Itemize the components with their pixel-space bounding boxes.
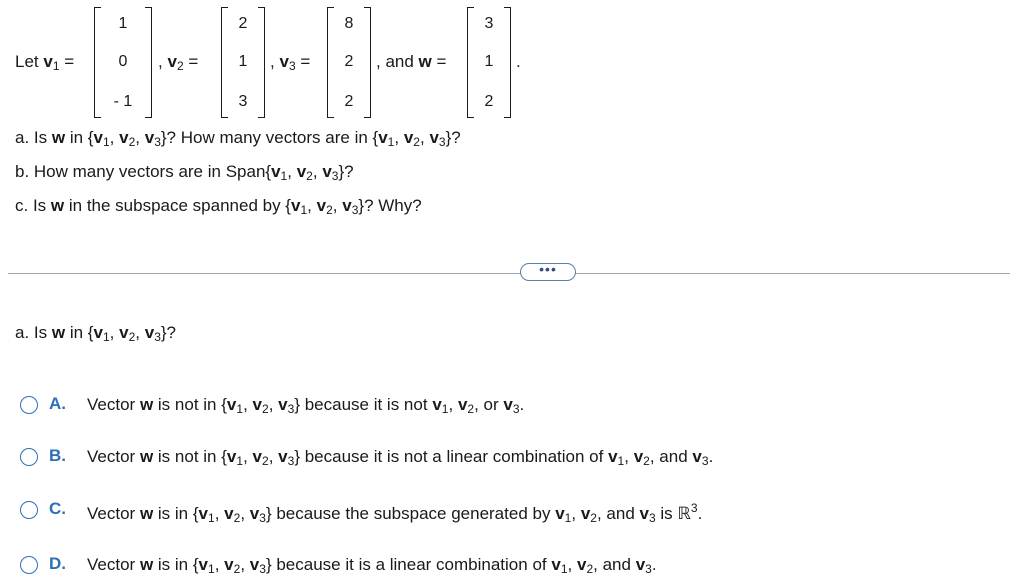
v1-subscript: 1 <box>208 511 215 525</box>
v1-symbol: v <box>608 447 618 466</box>
matrix-v2 <box>221 7 265 118</box>
v1-symbol: v <box>93 323 103 342</box>
v3-equals: = <box>300 52 311 71</box>
v1-subscript: 1 <box>280 169 288 183</box>
opt-text: } because it is not a linear combination of <box>294 447 604 466</box>
option-d-radio[interactable] <box>20 556 38 574</box>
v2-subscript: 2 <box>128 135 136 149</box>
comma: , <box>240 504 246 523</box>
v1-subscript: 1 <box>387 135 395 149</box>
q-text: }? How many vectors are in { <box>160 128 379 147</box>
comma: , <box>332 196 338 215</box>
v3-symbol: v <box>249 504 260 523</box>
q-text: a. Is <box>15 323 48 342</box>
v2-symbol: v <box>633 447 644 466</box>
v3-symbol: v <box>144 128 155 147</box>
v3-symbol: v <box>342 196 352 215</box>
q-text: }? <box>338 162 354 181</box>
comma: , <box>394 128 400 147</box>
v2-subscript: 2 <box>262 454 269 468</box>
option-a-text[interactable] <box>87 394 524 416</box>
opt-text: is <box>660 504 673 523</box>
v1-symbol: v <box>551 555 561 574</box>
option-b-text[interactable] <box>87 446 713 468</box>
matrix-cell: 1 <box>238 53 248 70</box>
q-text: in the subspace spanned by { <box>68 196 291 215</box>
v3-subscript: 3 <box>645 562 652 576</box>
v3-subscript: 3 <box>287 402 295 416</box>
v2-symbol: v <box>167 52 177 71</box>
comma: , <box>287 162 292 181</box>
v1-subscript: 1 <box>441 402 449 416</box>
v1-subscript: 1 <box>617 454 625 468</box>
w-symbol: w <box>51 128 66 147</box>
v3-subscript: 3 <box>154 330 161 344</box>
v2-symbol: v <box>119 128 129 147</box>
option-b-radio[interactable] <box>20 448 38 466</box>
v3-symbol: v <box>278 447 288 466</box>
v1-subscript: 1 <box>236 454 244 468</box>
v3-subscript: 3 <box>351 203 359 217</box>
v1-symbol: v <box>291 196 301 215</box>
w-symbol: w <box>50 196 65 215</box>
matrix-cell: - 1 <box>113 93 133 110</box>
comma: , <box>307 196 312 215</box>
v2-subscript: 2 <box>233 511 241 525</box>
comma: , <box>243 395 248 414</box>
period: . <box>708 447 714 466</box>
comma: , <box>109 128 115 147</box>
v3-symbol: v <box>322 162 332 181</box>
v3-symbol: v <box>429 128 439 147</box>
opt-text: } because the subspace generated by <box>265 504 551 523</box>
comma: , <box>243 447 248 466</box>
comma: , <box>214 504 220 523</box>
v2-subscript: 2 <box>413 135 420 149</box>
w-symbol: w <box>51 323 66 342</box>
comma: , <box>448 395 454 414</box>
comma: , <box>135 128 140 147</box>
opt-text: Vector <box>87 504 136 523</box>
opt-text: is not in { <box>157 395 227 414</box>
option-c-text[interactable] <box>87 503 702 525</box>
ellipsis-icon: ••• <box>539 261 557 277</box>
v2-symbol: v <box>252 395 262 414</box>
q-text: b. How many vectors are in Span{ <box>15 162 272 181</box>
v2-subscript: 2 <box>643 454 650 468</box>
comma: , <box>268 447 274 466</box>
subquestion-a <box>15 322 176 344</box>
option-c-letter: C. <box>49 499 66 518</box>
v3-symbol: v <box>635 555 646 574</box>
comma: , <box>571 504 577 523</box>
comma: , <box>624 447 629 466</box>
q-text: in { <box>69 128 94 147</box>
v1-subscript: 1 <box>300 203 308 217</box>
v1-subscript: 1 <box>102 330 110 344</box>
v3-subscript: 3 <box>259 562 266 576</box>
v1-symbol: v <box>198 504 209 523</box>
v2-subscript: 2 <box>306 169 313 183</box>
v2-symbol: v <box>457 395 468 414</box>
option-c-radio[interactable] <box>20 501 38 519</box>
v2-subscript: 2 <box>326 203 333 217</box>
v2-symbol: v <box>119 323 129 342</box>
q-text: }? <box>160 323 177 342</box>
section-divider <box>8 273 1010 274</box>
matrix-w <box>467 7 511 118</box>
option-b-letter: B. <box>49 446 66 465</box>
opt-text: Vector <box>87 447 136 466</box>
comma: , <box>135 323 140 342</box>
opt-text: is in { <box>157 504 199 523</box>
matrix-cell: 3 <box>238 93 248 110</box>
option-a-letter: A. <box>49 394 66 413</box>
w-symbol: w <box>139 447 154 466</box>
q-text: a. Is <box>15 128 48 147</box>
comma: , <box>268 395 274 414</box>
vector-definitions-label <box>15 52 74 72</box>
opt-text: Vector <box>87 395 136 414</box>
v3-subscript: 3 <box>259 511 266 525</box>
v2-symbol: v <box>224 555 234 574</box>
v1-subscript: 1 <box>564 511 572 525</box>
opt-text: , and <box>596 504 635 523</box>
v3-symbol: v <box>144 323 155 342</box>
option-a-radio[interactable] <box>20 396 38 414</box>
period: . <box>519 395 525 414</box>
opt-text: is not in { <box>157 447 227 466</box>
w-symbol: w <box>139 555 154 574</box>
matrix-cell: 1 <box>118 15 128 32</box>
v2-subscript: 2 <box>590 511 597 525</box>
option-d-letter: D. <box>49 554 66 573</box>
v1-subscript: 1 <box>208 562 215 576</box>
v1-symbol: v <box>226 447 237 466</box>
v1-symbol: v <box>93 128 103 147</box>
v3-symbol: v <box>503 395 513 414</box>
opt-text: Vector <box>87 555 136 574</box>
matrix-v1 <box>94 7 152 118</box>
matrix-cell: 2 <box>484 93 494 110</box>
v2-symbol: v <box>580 504 591 523</box>
v2-subscript: 2 <box>467 402 475 416</box>
v2-subscript: 2 <box>262 402 269 416</box>
dimension-exponent: 3 <box>690 501 698 515</box>
header-period: . <box>516 52 521 71</box>
opt-text: is in { <box>157 555 199 574</box>
question-b <box>15 161 354 183</box>
w-label <box>376 52 446 72</box>
v2-symbol: v <box>403 128 414 147</box>
v3-symbol: v <box>278 395 288 414</box>
matrix-cell: 3 <box>484 15 494 32</box>
let-text: Let <box>15 52 39 71</box>
v1-symbol: v <box>43 52 53 71</box>
v1-subscript: 1 <box>102 135 110 149</box>
comma: , <box>270 52 275 71</box>
matrix-cell: 1 <box>484 53 494 70</box>
matrix-cell: 2 <box>238 15 248 32</box>
v3-symbol: v <box>692 447 702 466</box>
v3-label <box>270 52 310 72</box>
q-text: c. Is <box>15 196 47 215</box>
option-d-text[interactable] <box>87 554 657 576</box>
w-symbol: w <box>139 504 154 523</box>
comma: , <box>109 323 115 342</box>
v2-symbol: v <box>316 196 327 215</box>
v3-subscript: 3 <box>154 135 161 149</box>
v1-subscript: 1 <box>236 402 244 416</box>
v2-subscript: 2 <box>233 562 241 576</box>
v1-equals: = <box>64 52 75 71</box>
expand-more-button[interactable] <box>520 263 576 281</box>
v3-subscript: 3 <box>287 454 295 468</box>
opt-text: , and <box>649 447 688 466</box>
v2-equals: = <box>188 52 199 71</box>
matrix-cell: 0 <box>118 53 128 70</box>
matrix-v3 <box>327 7 371 118</box>
v3-subscript: 3 <box>331 169 339 183</box>
v1-symbol: v <box>555 504 565 523</box>
v2-subscript: 2 <box>176 59 184 73</box>
v2-symbol: v <box>224 504 234 523</box>
v1-symbol: v <box>198 555 209 574</box>
v3-subscript: 3 <box>648 511 656 525</box>
v2-symbol: v <box>576 555 587 574</box>
v1-subscript: 1 <box>560 562 568 576</box>
comma: , <box>419 128 425 147</box>
matrix-cell: 2 <box>344 53 354 70</box>
real-numbers-symbol: ℝ <box>677 504 691 523</box>
opt-text: , or <box>474 395 499 414</box>
v3-subscript: 3 <box>438 135 446 149</box>
w-equals: = <box>436 52 447 71</box>
w-symbol: w <box>418 52 432 71</box>
q-text: }? Why? <box>358 196 422 215</box>
comma: , <box>567 555 573 574</box>
question-c <box>15 195 422 217</box>
v1-symbol: v <box>378 128 388 147</box>
v1-subscript: 1 <box>52 59 60 73</box>
comma: , <box>240 555 246 574</box>
v3-symbol: v <box>249 555 260 574</box>
opt-text: } because it is a linear combination of <box>265 555 547 574</box>
v3-subscript: 3 <box>701 454 709 468</box>
opt-text: } because it is not <box>294 395 428 414</box>
v2-symbol: v <box>296 162 307 181</box>
and-text: , and <box>376 52 414 71</box>
v2-subscript: 2 <box>586 562 594 576</box>
v2-symbol: v <box>252 447 262 466</box>
matrix-cell: 8 <box>344 15 354 32</box>
question-a <box>15 127 461 149</box>
period: . <box>651 555 657 574</box>
q-text: in { <box>69 323 94 342</box>
v3-symbol: v <box>639 504 649 523</box>
w-symbol: w <box>139 395 154 414</box>
v3-subscript: 3 <box>512 402 520 416</box>
v2-subscript: 2 <box>128 330 136 344</box>
v3-subscript: 3 <box>288 59 296 73</box>
opt-text: , and <box>593 555 631 574</box>
v3-symbol: v <box>279 52 289 71</box>
v1-symbol: v <box>226 395 237 414</box>
comma: , <box>312 162 318 181</box>
v2-label <box>158 52 198 72</box>
v1-symbol: v <box>271 162 281 181</box>
comma: , <box>214 555 220 574</box>
matrix-cell: 2 <box>344 93 354 110</box>
v1-symbol: v <box>432 395 442 414</box>
period: . <box>697 504 703 523</box>
comma: , <box>158 52 163 71</box>
q-text: }? <box>445 128 461 147</box>
